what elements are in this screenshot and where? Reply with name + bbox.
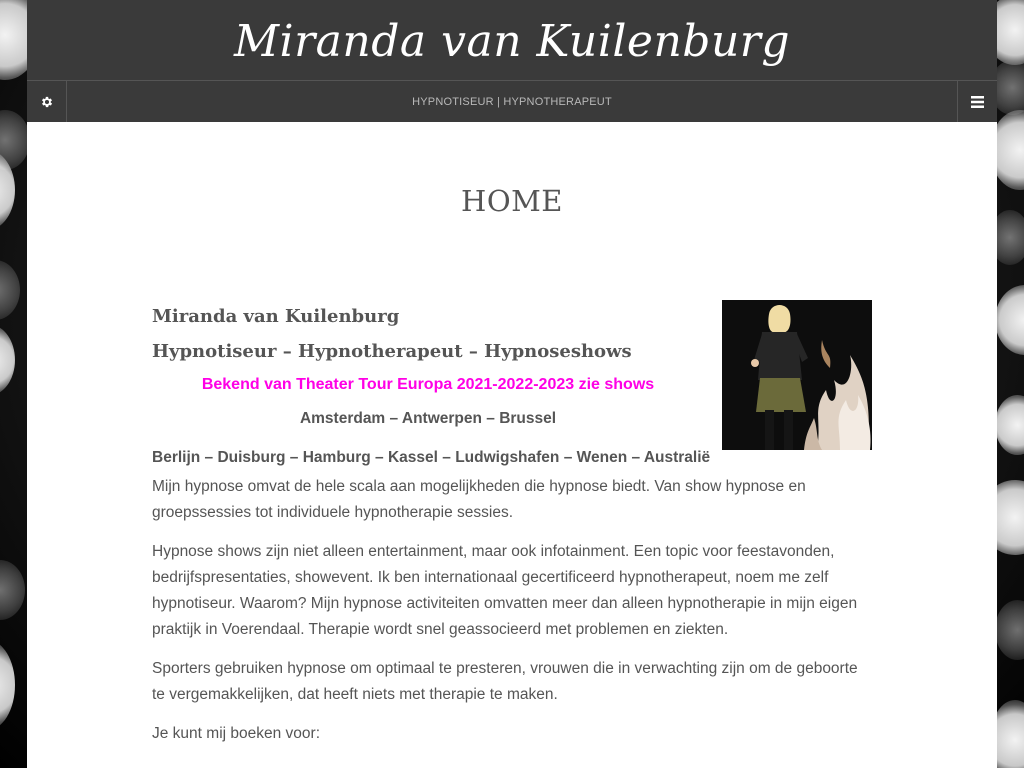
cities-line-2: Berlijn – Duisburg – Hamburg – Kassel – Ludwigshafen – Wenen – Australië — [152, 449, 711, 466]
paragraph: Je kunt mij boeken voor: — [152, 725, 321, 742]
intro-text — [152, 306, 711, 468]
site-header — [27, 0, 997, 80]
main-content — [27, 184, 997, 747]
menu-icon — [971, 96, 984, 108]
intro-roles-heading: Hypnotiseur – Hypnotherapeut – Hypnoseshows — [152, 341, 632, 362]
nav-bar — [27, 80, 997, 122]
site-tagline: HYPNOTISEUR | HYPNOTHERAPEUT — [412, 95, 612, 108]
paragraph: Mijn hypnose omvat de hele scala aan mogelijkheden die hypnose biedt. Van show hypnose en groepssessies tot individuele hypnotherapie sessies. — [152, 478, 806, 521]
menu-button[interactable] — [957, 81, 997, 122]
tour-link[interactable]: Bekend van Theater Tour Europa 2021-2022-2023 zie shows — [201, 376, 655, 393]
intro-section — [152, 306, 872, 476]
page-title: HOME — [461, 184, 563, 218]
cities-line-1: Amsterdam – Antwerpen – Brussel — [299, 410, 557, 427]
portrait-photo — [722, 300, 872, 450]
body-text — [152, 474, 872, 747]
gear-icon — [40, 95, 54, 109]
settings-button[interactable] — [27, 81, 67, 122]
site-title[interactable]: Miranda van Kuilenburg — [234, 15, 790, 67]
intro-name-heading: Miranda van Kuilenburg — [152, 306, 400, 327]
page-container — [27, 0, 997, 768]
paragraph: Hypnose shows zijn niet alleen entertainment, maar ook infotainment. Een topic voor feestavonden, bedrijfspresentaties, showevent. Ik ben internationaal gecertificeerd hypnotherapeut, noem me zelf hypnotiseur. Waarom? Mijn hypnose activiteiten omvatten meer dan alleen hypnotherapie in mijn eigen praktijk in Voerendaal. Therapie wordt snel geassocieerd met problemen en ziekten. — [152, 543, 858, 638]
paragraph: Sporters gebruiken hypnose om optimaal te presteren, vrouwen die in verwachting zijn om de geboorte te vergemakkelijken, dat heeft niets met therapie te maken. — [152, 660, 858, 703]
